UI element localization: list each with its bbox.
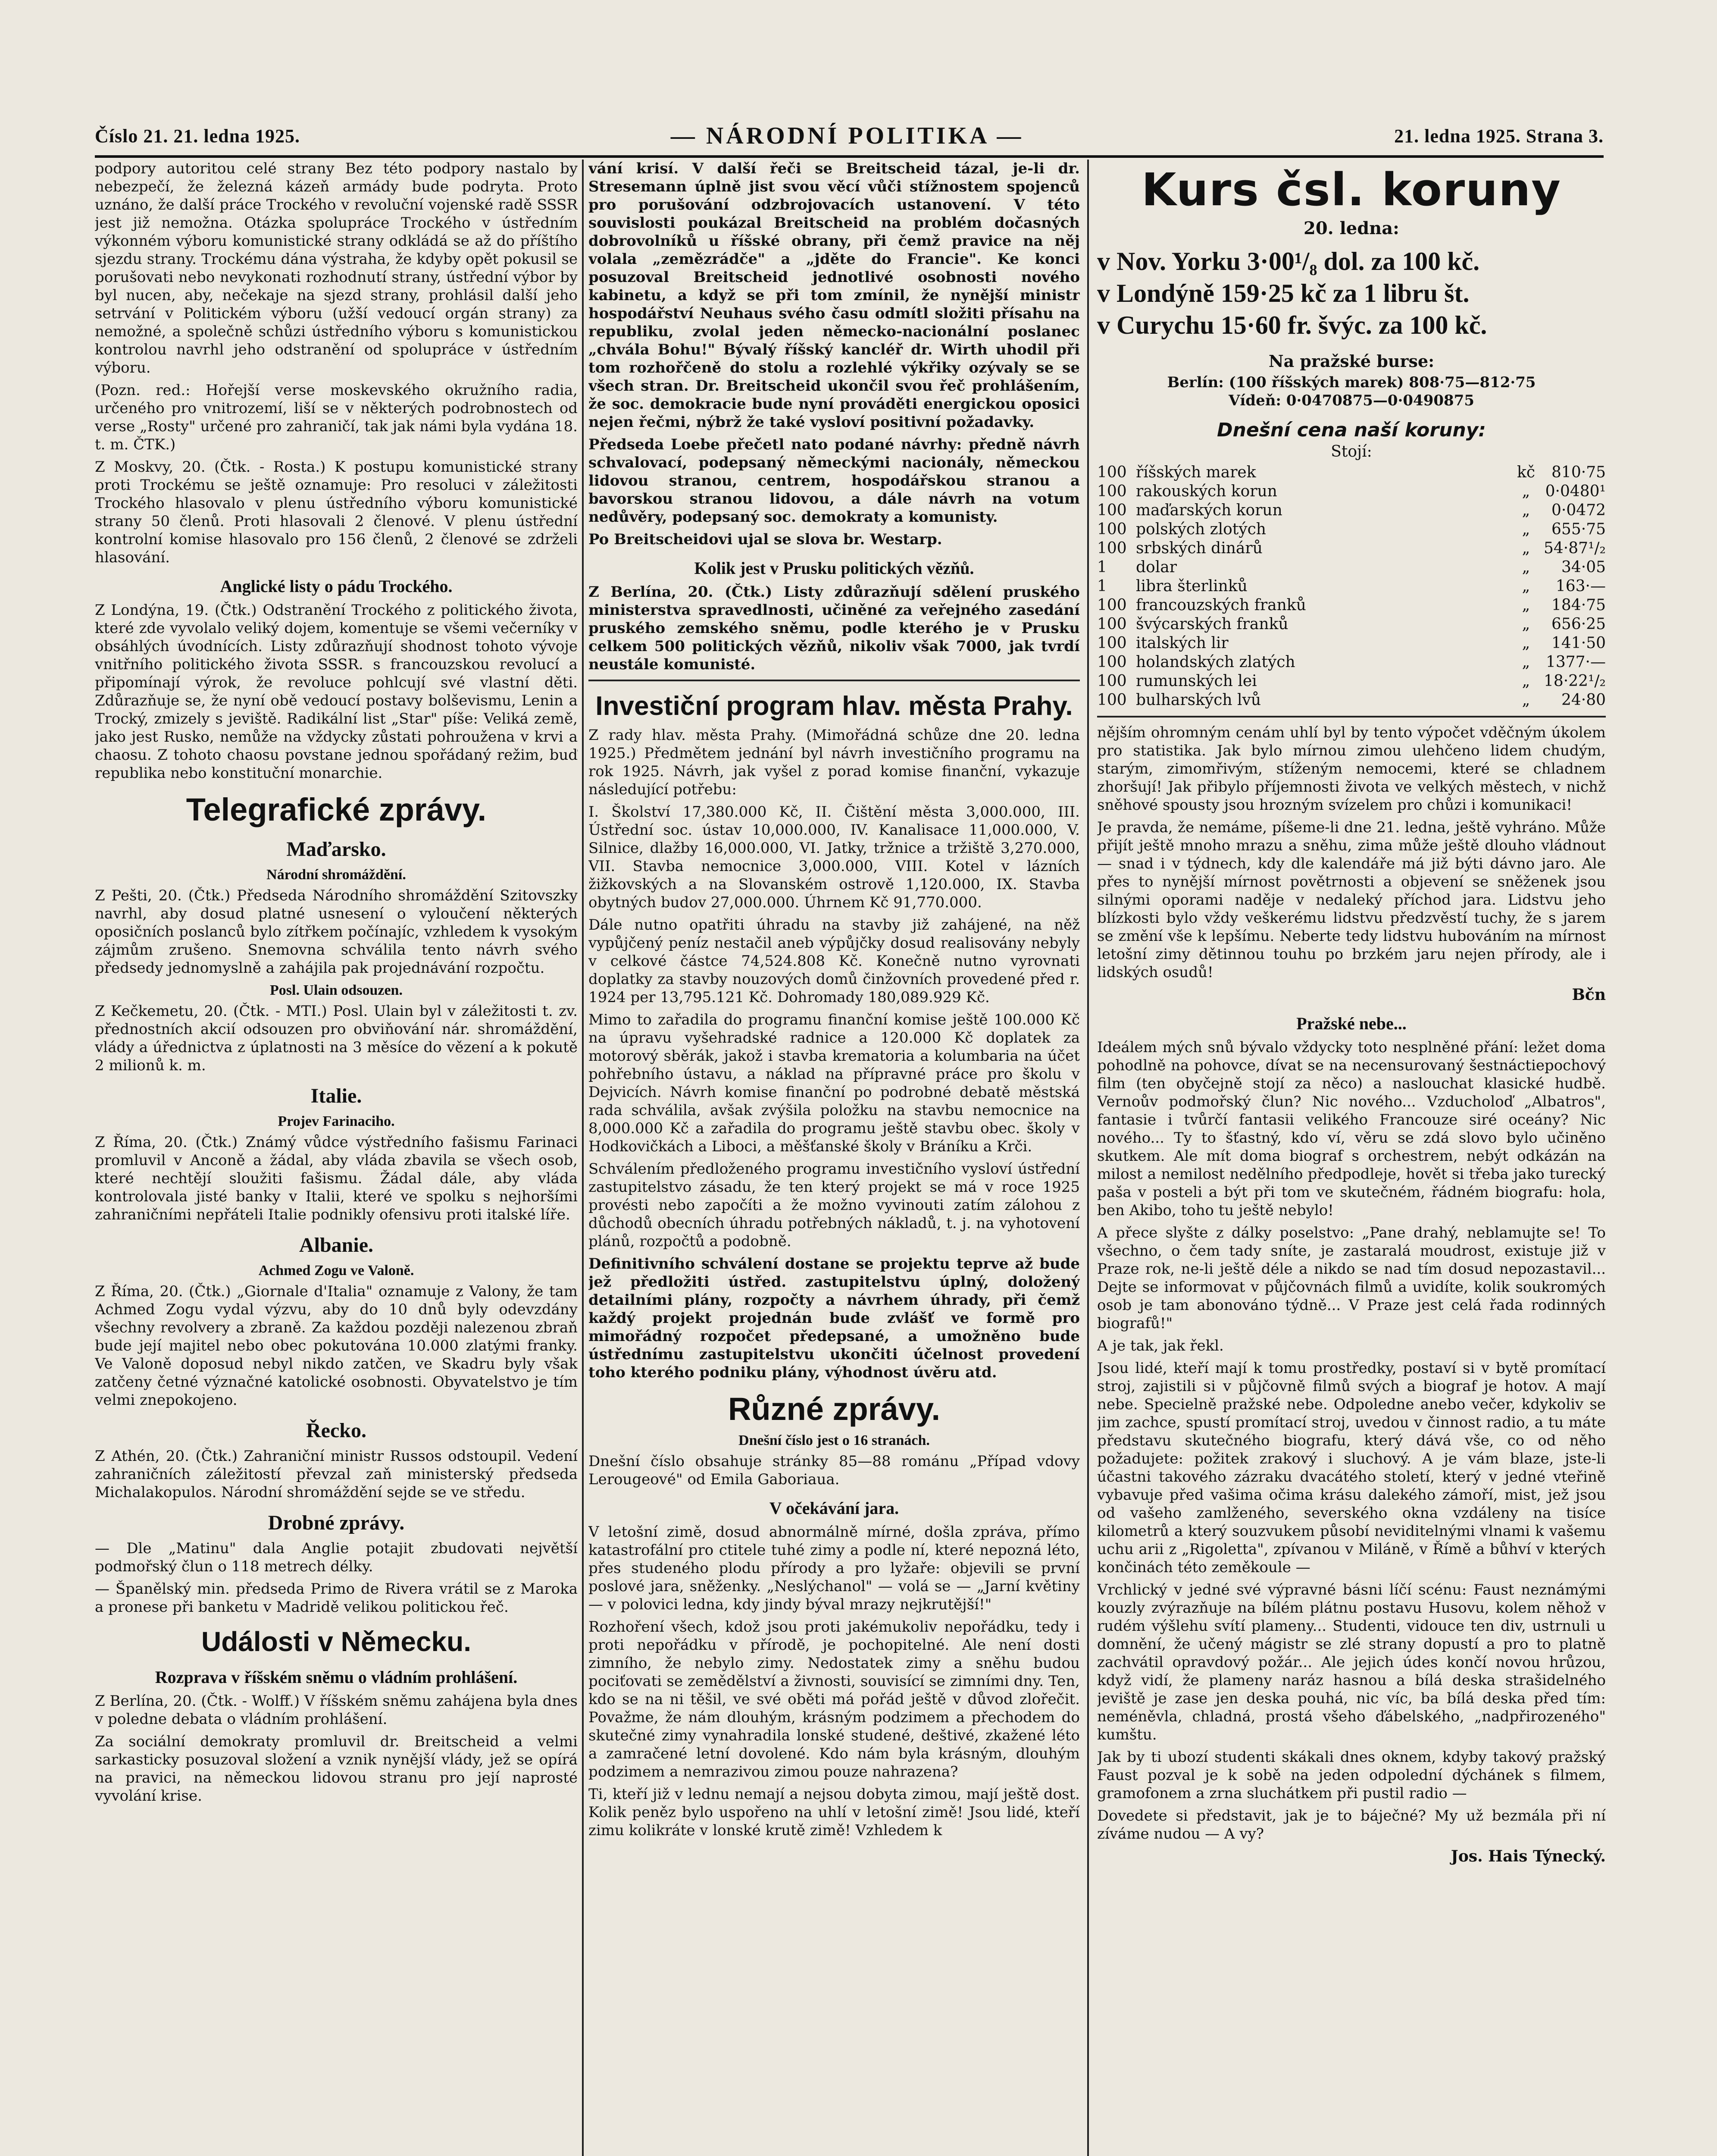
masthead-title: — NÁRODNÍ POLITIKA —: [670, 122, 1024, 149]
article-paragraph: Jak by ti ubozí studenti skákali dnes oknem, kdyby takový pražský Faust pozval je k sobě na jeden odpolední dýchánek s filmem, gramofonem a zrna sluchátkem při pustil radio —: [1097, 1749, 1606, 1802]
rate-unit: „: [1522, 577, 1530, 595]
rate-val: 163·—: [1555, 577, 1606, 595]
article-paragraph: Vrchlický v jedné své výpravné básni líčí scénu: Faust neznámými kouzly zvýrazňuje na bílém plátnu postavu Husovu, kolem něhož v rudém výšlehu svítí plameny... Studenti, vidouce ten div, ustrnuli u domnění, že učený mágistr se zlé strany dopustí a pro to platně zachvátil opravdový požár... Ale jejich údes končí novou hrůzou, když vidí, že plameny naráz hasnou a bílá deska strašidelného jeviště je zase jen deska pouhá, nic víc, ba bílá deska před tím: neméněvla, chladná, prostá všeho ďábelského, „nadpřirozeného" kumštu.: [1097, 1581, 1606, 1743]
rate-name: francouzských franků: [1136, 596, 1306, 614]
article-headline: Kolik jest v Prusku politických vězňů.: [694, 558, 974, 578]
currency-box-date: 20. ledna:: [1304, 218, 1399, 238]
divider: [588, 680, 1080, 681]
article-paragraph: podpory autoritou celé strany Bez této podpory nastalo by nebezpečí, že železná kázeň armády bude podryta. Proto uznáno, že další práce Trockého v revoluční vojenské radě SSSR jest již nemožna. Otázka spolupráce Trockého v ústředním výkonném výboru komunistické strany odkládá se až do příštího sjezdu strany. Trockému dána výstraha, že kdyby opět pokusil se porušovati nebo nevykonati rozhodnutí strany, ústřední výbor by byl nucen, aby, nečekaje na sjezd strany, prohlásil další jeho setrvání v Politickém výboru (užší vedoucí orgán strany) za nemožné, a společně schůzi ústředního výboru s komunistickou kontrolou navrhl jeho odstranění od spolupráce v ústředním výboru.: [95, 160, 578, 376]
rate-name: dolar: [1136, 558, 1177, 576]
rate-amt: 100: [1097, 539, 1127, 557]
section-headline: Telegrafické zprávy.: [186, 792, 487, 827]
rate-unit: „: [1522, 615, 1530, 633]
rate-unit: „: [1522, 558, 1530, 576]
rate-amt: 100: [1097, 672, 1127, 690]
column-rule-2: [1087, 160, 1089, 2156]
column-3: [1097, 160, 1606, 2156]
exchange-rate-row: [1097, 558, 1606, 577]
article-headline: Anglické listy o pádu Trockého.: [220, 577, 453, 596]
country-headline: Italie.: [310, 1084, 362, 1107]
article-paragraph: A přece slyšte z dálky poselstvo: „Pane drahý, neblamujte se! To všechno, o čem tady sníte, je zastaralá moudrost, existuje již v Praze rok, ne-li ještě déle a nikdo se nad tím dosud nepozastavil... Dejte se informovat v půjčovnách filmů a uvidíte, kolik soukromých osob je tam abonováno týdně... V Praze jest celá řada rodinných biografů!": [1097, 1224, 1606, 1332]
rate-name: říšských marek: [1136, 464, 1256, 481]
article-paragraph: nějším ohromným cenám uhlí byl by tento výpočet vděčným úkolem pro statistika. Jak bylo mírnou zimou ulehčeno lidem chudým, starým, zimomřivým, stíženým nemocemi, které se chladnem zhoršují! Jak přibylo příjemnosti života ve velkých městech, v nichž sněhové spousty jsou hrozným svízelem pro chůzi i komunikaci!: [1097, 724, 1606, 814]
today-price-title: Dnešní cena naší koruny:: [1217, 419, 1486, 441]
rate-amt: 100: [1097, 596, 1127, 614]
rate-val: 810·75: [1551, 464, 1606, 481]
article-paragraph: V letošní zimě, dosud abnormálně mírné, došla zpráva, přímo katastrofální pro ctitele tuhé zimy a podle ní, které nepozná léto, přes studeného plodu přírody a pro lyžaře: objevili se první poslové jara, sněženky. „Neslýchanol" — volá se — „Jarní květiny — v polovici ledna, kdy jindy býval mrazy nejkrutější!": [588, 1523, 1080, 1613]
article-paragraph: A je tak, jak řekl.: [1097, 1337, 1224, 1354]
rate-val: 54·87¹/₂: [1543, 539, 1606, 557]
exchange-rate-row: [1097, 672, 1606, 691]
section-headline: Různé zprávy.: [728, 1391, 941, 1427]
rate-amt: 100: [1097, 520, 1127, 538]
exchange-rate-row: [1097, 596, 1606, 615]
article-paragraph: Z Kečkemetu, 20. (Čtk. - MTI.) Posl. Ulain byl v záležitosti t. zv. přednostních akcií odsouzen pro obviňování nár. shromáždění, vlády a úřednictva z úplatnosti na 3 měsíce do vězení a k pokutě 2 milionů k. m.: [95, 1003, 578, 1074]
exchange-rate-row: [1097, 501, 1606, 520]
rate-val: 18·22¹/₂: [1543, 672, 1606, 690]
article-paragraph: — Španělský min. předseda Primo de Rivera vrátil se z Maroka a pronese při banketu v Madridě velikou politickou řeč.: [95, 1580, 578, 1616]
article-paragraph: Z Berlína, 20. (Čtk.) Listy zdůrazňují sdělení pruského ministerstva spravedlnosti, učiněné za veřejného zasedání pruského zemského sněmu, podle kterého je v Prusku celkem 500 politických vězňů, nikoliv však 7000, jak tvrdí neustále komunisté.: [588, 583, 1080, 673]
rate-unit: „: [1522, 501, 1530, 519]
article-paragraph: Je pravda, že nemáme, píšeme-li dne 21. ledna, ještě vyhráno. Může přijít ještě mnoho mrazu a sněhu, zima může ještě dlouho vládnout — snad i v týdnech, kdy dle kalendáře má již býti dávno jaro. Ale přes to nynější mírnost povětrnosti a objevení se sněženek jsou silnými oporami naděje v nedaleký příchod jara. Lidstvu jeho blízkosti bylo vždy veškerému lidstvu předzvěstí tuchy, že s jarem se změní vše k lepšímu. Neberte tedy lidstvu hubováním na mírnost letošní zimy dětinnou touhu po brzkém jaru nejen přírody, ale i lidských osudů!: [1097, 819, 1606, 981]
rate-val: 1377·—: [1545, 653, 1606, 671]
exchange-rate-row: [1097, 577, 1606, 596]
rate-val: 34·05: [1561, 558, 1606, 576]
rate-name: rumunských lei: [1136, 672, 1257, 690]
rate-name: maďarských korun: [1136, 501, 1282, 519]
rate-amt: 100: [1097, 483, 1127, 500]
rate-london: v Londýně 159·25 kč za 1 libru št.: [1097, 279, 1470, 307]
column-1: [95, 160, 578, 2156]
rate-amt: 100: [1097, 464, 1127, 481]
article-paragraph: Za sociální demokraty promluvil dr. Breitscheid a velmi sarkasticky posuzoval složení a vznik nynější vlády, jež se opírá na pravici, na německou lidovou stranu pro její naprosté vyvolání krise.: [95, 1733, 578, 1805]
article-paragraph: vání krisí. V další řeči se Breitscheid tázal, je-li dr. Stresemann úplně jist svou věcí vůči stížnostem spojenců pro porušování odzbrojovacích ustanovení. V této souvislosti poukázal Breitscheid na problém dočasných dobrovolníků u říšské obrany, při čemž pravice na něj volala „zemězrádče" a „jděte do Francie". Ke konci posuzoval Breitscheid jednotlivé osobnosti nového kabinetu, a když se při tom zmínil, že nynější ministr hospodářství Neuhaus svého času odmítl složiti přísahu na republiku, zvolal jeden německo-nacionální poslanec „chvála Bohu!" Bývalý říšský kancléř dr. Wirth uhodil při tom rozhořčeně do stolu a rozlehlé výkřiky ozývaly se se všech stran. Dr. Breitscheid ukončil svou řeč prohlášením, že soc. demokracie bude nyní prováděti energickou oposici nejen řečmi, nýbrž že také vysloví positivní požadavky.: [588, 160, 1080, 431]
exchange-rate-row: [1097, 615, 1606, 634]
country-headline: Albanie.: [299, 1234, 374, 1257]
rate-name: švýcarských franků: [1136, 615, 1289, 633]
burse-vienna: Vídeň: 0·0470875—0·0490875: [1229, 392, 1474, 409]
exchange-rate-row: [1097, 539, 1606, 558]
header-date-page: 21. ledna 1925. Strana 3.: [1394, 125, 1604, 147]
rate-amt: 100: [1097, 615, 1127, 633]
author-signature: Jos. Hais Týnecký.: [1451, 1847, 1606, 1865]
article-paragraph: Schválením předloženého programu investičního vysloví ústřední zastupitelstvo zásadu, že ten který projekt se má v roce 1925 provésti nebo započíti a že možno vyvinouti zatím zálohou z důchodů obecních úhradu potřebných nákladů, t. j. na vyhotovení plánů, rozpočtů a podobně.: [588, 1160, 1080, 1250]
article-paragraph: Dnešní číslo obsahuje stránky 85—88 románu „Případ vdovy Lerougeové" od Emila Gaboriaua.: [588, 1453, 1080, 1488]
rate-val: 141·50: [1551, 634, 1606, 652]
rate-amt: 1: [1097, 558, 1107, 576]
subheadline: Posl. Ulain odsouzen.: [270, 982, 403, 998]
rate-name: srbských dinárů: [1136, 539, 1263, 557]
article-paragraph: Z rady hlav. města Prahy. (Mimořádná schůze dne 20. ledna 1925.) Předmětem jednání byl návrh investičního programu na rok 1925. Návrh, jak vyšel z porad komise finanční, vykazuje následující potřebu:: [588, 727, 1080, 798]
rate-val: 184·75: [1551, 596, 1606, 614]
rate-amt: 100: [1097, 501, 1127, 519]
divider: [1097, 716, 1606, 718]
rate-val: 24·80: [1561, 691, 1606, 709]
article-paragraph: Dále nutno opatřiti úhradu na stavby již zahájené, na něž vypůjčený peníz nestačil aneb výpůjčky dosud realisovány nebyly v celkové částce 74,524.808 Kč. Konečně nutno vyrovnati doplatky za stavby nouzových domů činžovních provedené před r. 1924 per 13,795.121 Kč. Dohromady 180,089.929 Kč.: [588, 916, 1080, 1006]
subheadline: Achmed Zogu ve Valoně.: [258, 1263, 414, 1279]
rate-unit: „: [1522, 672, 1530, 690]
burse-label: Na pražské burse:: [1268, 351, 1435, 371]
rate-unit: „: [1522, 520, 1530, 538]
country-headline: Maďarsko.: [286, 838, 386, 861]
rate-name: rakouských korun: [1136, 483, 1277, 500]
country-headline: Drobné zprávy.: [268, 1511, 405, 1534]
article-headline: Pražské nebe...: [1296, 1014, 1407, 1033]
rate-amt: 1: [1097, 577, 1107, 595]
exchange-rate-row: [1097, 520, 1606, 539]
article-paragraph: Ideálem mých snů bývalo vždycky toto nesplněné přání: ležet doma pohodlně na pohovce, dívat se na necensurovaný šestnáctiepochový film (ten obyčejně stojí za něco) a naslouchat klasické hudbě. Vernoův podmořský člun? Nic nového... Vzducholoď „Albatros", fantasie i tvůrčí fantasii velikého Francouze siré oceány? Nic nového... Ty to šťastný, kdo ví, věru se zdá slovo bylo učiněno skutkem. Ale mít doma biograf s orchestrem, nebýt odkázán na milost a nemilost nedělního předpodleje, hovět si třeba jako turecký paša v posteli a být při tom ve skutečném, řádném biografu: hola, ben Akibo, toho tu ještě nebylo!: [1097, 1039, 1606, 1219]
rate-val: 0·0472: [1551, 501, 1606, 519]
exchange-rate-row: [1097, 634, 1606, 653]
author-signature: Bčn: [1572, 986, 1606, 1004]
rate-unit: „: [1522, 653, 1530, 671]
article-paragraph: Z Athén, 20. (Čtk.) Zahraniční ministr Russos odstoupil. Vedení zahraničních záležitostí převzal zaň ministerský předseda Michalakopulos. Národní shromáždění sejde se ve středu.: [95, 1448, 578, 1501]
exchange-rate-row: [1097, 653, 1606, 672]
article-paragraph: I. Školství 17,380.000 Kč, II. Čištění města 3,000.000, III. Ústřední soc. ústav 10,000.000, IV. Kanalisace 11,000.000, V. Silnice, dlažby 16,000.000, VI. Jatky, tržnice a tržiště 3,270.000, VII. Stavba nemocnice 3,000.000, VIII. Kotel v lázních žižkovských a na Slovanském ostrově 1,120.000, IX. Stavba obytných budov 27,000.000. Úhrnem Kč 91,770.000.: [588, 803, 1080, 911]
rate-unit: „: [1522, 539, 1530, 557]
article-paragraph: Z Berlína, 20. (Čtk. - Wolff.) V říšském sněmu zahájena byla dnes v poledne debata o vládním prohlášení.: [95, 1692, 578, 1728]
article-paragraph: Mimo to zařadila do programu finanční komise ještě 100.000 Kč na úpravu vyšehradské radnice a 120.000 Kč doplatek za motorový sběrák, jakož i stavba krematoria a kolumbaria na účet pohřebního ústavu, a náklad na přípravné práce pro školu v Dejvicích. Návrh komise finanční po podrobné debatě městská rada schválila, avšak zvýšila položku na stavbu nemocnice na 8,000.000 Kč a zařadila do programu ještě stavbu obec. školy v Hodkovičkách a Liboci, a měšťanské školy v Bráníku a Krči.: [588, 1011, 1080, 1155]
article-paragraph: (Pozn. red.: Hořejší verse moskevského okružního radia, určeného pro vnitrozemí, liší se v některých podrobnostech od verse „Rosty" určené pro zahraničí, tak jak námi byla vydána 18. t. m. ČTK.): [95, 382, 578, 453]
burse-berlin: Berlín: (100 říšských marek) 808·75—812·75: [1167, 374, 1536, 391]
subheadline: Národní shromáždění.: [266, 867, 406, 883]
rate-amt: 100: [1097, 691, 1127, 709]
rate-unit: „: [1522, 691, 1530, 709]
section-headline: Investiční program hlav. města Prahy.: [595, 691, 1073, 721]
rate-val: 656·25: [1551, 615, 1606, 633]
article-paragraph: Z Pešti, 20. (Čtk.) Předseda Národního shromáždění Szitovszky navrhl, aby dosud platné usnesení o vyloučení některých oposičních poslanců bylo zítřkem počínajíc, vzhledem k vysokým zájmům zrušeno. Snemovna schválila tento návrh svého předsedy jednomyslně a zahájila pak projednávání rozpočtu.: [95, 887, 578, 977]
article-paragraph: Po Breitscheidovi ujal se slova br. Westarp.: [588, 531, 942, 548]
article-paragraph: Z Říma, 20. (Čtk.) Známý vůdce výstředního fašismu Farinaci promluvil v Anconě a žádal, aby vláda zbavila se všech osob, které nechtějí sloužiti fašismu. Žádal dále, aby vláda kontrolovala jisté banky v Italii, které ve spolku s nejhoršími zahraničními nepřáteli Italie podnikly ofensivu proti italské líře.: [95, 1134, 578, 1223]
header-issue: Číslo 21. 21. ledna 1925.: [95, 125, 300, 147]
article-paragraph: Definitivního schválení dostane se projektu teprve až bude jež předložiti ústřed. zastupitelstvu úplný, doložený detailními plány, rozpočty a návrhem úhrady, při čemž každý projekt projednán bude zvlášť ve formě pro mimořádný rozpočet předepsané, a umožněno bude ústřednímu zastupitelstvu ukončiti účelnost provedení toho kterého podniku plány, výhodnost úvěru atd.: [588, 1255, 1080, 1381]
rate-amt: 100: [1097, 653, 1127, 671]
article-paragraph: Z Říma, 20. (Čtk.) „Giornale d'Italia" oznamuje z Valony, že tam Achmed Zogu vydal výzvu, aby do 10 dnů byly odevzdány všechny revolvery a zbraně. Za každou později nalezenou zbraň bude její majitel nebo obec pokutována 10.000 zlatými franky. Ve Valoně doposud nebyl nikdo zatčen, ve Skadru byly však zatčeny četné význačné katolické osobnosti. Obyvatelstvo je tím velmi znepokojeno.: [95, 1283, 578, 1409]
rate-name: polských zlotých: [1136, 520, 1266, 538]
rate-name: holandských zlatých: [1136, 653, 1295, 671]
article-paragraph: — Dle „Matinu" dala Anglie potajit zbudovati největší podmořský člun o 118 metrech délky.: [95, 1540, 578, 1575]
article-headline: Rozprava v říšském sněmu o vládním prohlášení.: [155, 1667, 518, 1687]
column-2: [588, 160, 1080, 2156]
section-headline: Události v Německu.: [201, 1626, 471, 1657]
costs-label: Stojí:: [1331, 443, 1372, 461]
article-paragraph: Dovedete si představit, jak je to báječné? My už bezmála při ní zíváme nudou — A vy?: [1097, 1807, 1606, 1843]
exchange-rate-row: [1097, 691, 1606, 710]
rate-val: 0·0480¹: [1545, 483, 1606, 500]
rate-name: bulharských lvů: [1136, 691, 1261, 709]
article-paragraph: Z Londýna, 19. (Čtk.) Odstranění Trockého z politického života, které zde vyvolalo veliký dojem, komentuje se všemi večerníky v obsáhlých úvodnících. Listy zdůrazňují shodnost tohoto vývoje vnitřního politického života SSSR. s francouzskou revolucí a připomínají výrok, že revoluce pohlcují své vlastní děti. Zdůrazňuje se, že nyní obě vedoucí postavy bolševismu, Lenin a Trocký, zmizely s jeviště. Radikální list „Star" píše: Veliká země, jako jest Rusko, nemůže na vždycky zůstati pohroužena v krvi a chaosu. Z tohoto chaosu povstane jednou spořádaný režim, buď republika nebo konstituční monarchie.: [95, 602, 578, 782]
rate-unit: „: [1522, 596, 1530, 614]
page-header: [95, 116, 1604, 158]
exchange-rate-row: [1097, 482, 1606, 501]
article-paragraph: Ti, kteří již v lednu nemají a nejsou dobyta zimou, mají ještě dost. Kolik peněz bylo uspořeno na uhlí v letošní zimě! Jsou lidé, kteří zimu kolikráte v lonské krutě zimě! Vzhledem k: [588, 1786, 1080, 1839]
article-paragraph: Rozhoření všech, kdož jsou proti jakémukoliv nepořádku, tedy i proti nepořádku v přírodě, je pochopitelné. Ale není dosti zimního, že nebylo zimy. Nedostatek zimy a sněhu budou pociťovati se zemědělství a živnosti, souvisící se zimními dny. Ten, kdo se na ni těšil, ve své oběti má pořád ještě v důvod zlořečit. Považme, že nám dlouhým, krásným podzimem a přechodem do skutečné zimy vynahradila lonské studené, deštivé, zkažené léto a zamračené letní dovolené. Kdo nám byla krásným, dlouhým podzimem a nemrazivou zimou pouze nahrazena?: [588, 1618, 1080, 1780]
article-paragraph: Předseda Loebe přečetl nato podané návrhy: předně návrh schvalovací, podepsaný německými nacionály, německou lidovou stranou, centrem, hospodářskou stranou a bavorskou stranou lidovou, a dále návrh na votum nedůvěry, podepsaný soc. demokraty a komunisty.: [588, 436, 1080, 526]
exchange-rate-row: [1097, 463, 1606, 482]
article-headline: V očekávání jara.: [769, 1498, 899, 1518]
country-headline: Řecko.: [306, 1419, 366, 1442]
rate-name: libra šterlinků: [1136, 577, 1248, 595]
column-rule-1: [582, 160, 584, 2156]
rate-new-york: v Nov. Yorku 3·00¹/₈ dol. za 100 kč.: [1097, 247, 1480, 276]
exchange-rate-table: [1097, 463, 1606, 710]
subheadline: Projev Farinaciho.: [278, 1113, 395, 1129]
article-paragraph: Jsou lidé, kteří mají k tomu prostředky, postaví si v bytě promítací stroj, zajistili si v půjčovně filmů svých a biograf je hotov. A mají nebe. Specielně pražské nebe. Odpoledne anebo večer, kdykoliv se jim zachce, spustí promítací stroj, uvedou v činnost radio, a tu máte představu skutečného biografu, který dává vše, co od něho požadujete: požitek zrakový i sluchový. A je vám blaze, jste-li účastni takového zázraku dvacátého století, který v jedné vteřině vybavuje před vašima očima krásu dalekého zámoří, mist, jež jsou od vašeho zamlženého, severského okna vzdáleny na tisíce kilometrů a který souzvukem působí neviditelnými vlnami k vašemu uchu arii z „Rigoletta", zpívanou v Miláně, v Římě a bůhví v kterých končinách této zeměkoule —: [1097, 1360, 1606, 1576]
subheadline: Dnešní číslo jest o 16 stranách.: [738, 1432, 930, 1448]
rate-unit: „: [1522, 483, 1530, 500]
rate-unit: kč: [1517, 464, 1535, 481]
rate-val: 655·75: [1551, 520, 1606, 538]
currency-box-title: Kurs čsl. koruny: [1141, 163, 1562, 216]
rate-name: italských lir: [1136, 634, 1229, 652]
rate-unit: „: [1522, 634, 1530, 652]
rate-zurich: v Curychu 15·60 fr. švýc. za 100 kč.: [1097, 311, 1487, 339]
rate-amt: 100: [1097, 634, 1127, 652]
article-paragraph: Z Moskvy, 20. (Čtk. - Rosta.) K postupu komunistické strany proti Trockému se ještě oznamuje: Pro resoluci v záležitosti Trockého hlasovalo v plenu ústředního výboru komunistické strany 50 členů. Proti hlasovali 2 členové. V plenu ústřední kontrolní komise hlasovalo pro 156 členů, 2 členové se zdrželi hlasování.: [95, 458, 578, 566]
